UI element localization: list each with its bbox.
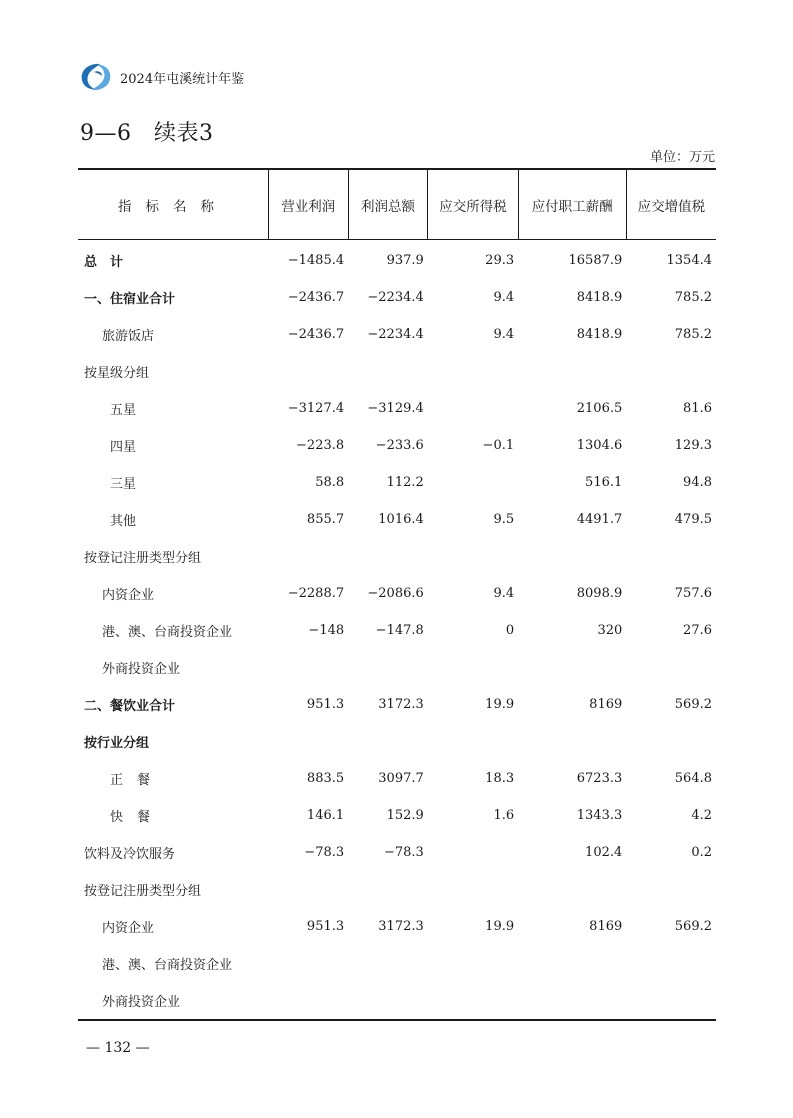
table-header-row xyxy=(78,169,716,240)
row-label: 快餐 xyxy=(110,810,165,825)
cell-value: 81.6 xyxy=(683,401,712,416)
table-row xyxy=(78,464,716,501)
cell-value: −0.1 xyxy=(482,438,515,453)
cell-value xyxy=(626,871,716,908)
table-row xyxy=(78,390,716,427)
column-header-income-tax: 应交所得税 xyxy=(428,169,518,240)
table-row xyxy=(78,649,716,686)
column-header-name: 指标名称 xyxy=(78,169,269,240)
cell-value: −2086.6 xyxy=(367,586,424,601)
cell-value: −3129.4 xyxy=(367,401,424,416)
table-row xyxy=(78,908,716,945)
cell-value: 1343.3 xyxy=(576,808,623,823)
cell-value: 564.8 xyxy=(674,771,712,786)
cell-value xyxy=(428,945,518,982)
row-label: 内资企业 xyxy=(102,921,155,936)
cell-value xyxy=(428,723,518,760)
cell-value xyxy=(428,390,518,427)
cell-value xyxy=(269,538,349,575)
cell-value: 0.2 xyxy=(691,845,712,860)
row-label: 港、澳、台商投资企业 xyxy=(102,625,233,640)
cell-value: −2234.4 xyxy=(367,290,424,305)
page-header xyxy=(78,60,244,94)
cell-value xyxy=(348,982,428,1020)
cell-value: 6723.3 xyxy=(576,771,623,786)
cell-value: 18.3 xyxy=(485,771,515,786)
cell-value: 951.3 xyxy=(306,919,345,934)
table-title: 9—6 续表3 xyxy=(80,121,214,146)
row-label: 总 计 xyxy=(84,255,124,270)
cell-value xyxy=(348,945,428,982)
table-body xyxy=(78,240,716,1021)
cell-value xyxy=(428,982,518,1020)
row-label: 三星 xyxy=(110,477,137,492)
cell-value xyxy=(428,649,518,686)
table-row xyxy=(78,686,716,723)
table-row xyxy=(78,501,716,538)
cell-value: −1485.4 xyxy=(287,253,345,268)
cell-value: 29.3 xyxy=(485,253,515,268)
cell-value: −78.3 xyxy=(304,845,345,860)
cell-value: 1016.4 xyxy=(378,512,424,527)
cell-value xyxy=(518,871,626,908)
cell-value: 516.1 xyxy=(585,475,623,490)
cell-value: 112.2 xyxy=(386,475,424,490)
cell-value: 569.2 xyxy=(674,697,712,712)
cell-value: 569.2 xyxy=(674,919,712,934)
table-row xyxy=(78,575,716,612)
row-label: 按登记注册类型分组 xyxy=(84,551,202,566)
column-header-vat: 应交增值税 xyxy=(626,169,716,240)
table-row xyxy=(78,982,716,1020)
row-label: 按星级分组 xyxy=(84,366,150,381)
cell-value xyxy=(348,538,428,575)
cell-value: 16587.9 xyxy=(568,253,623,268)
cell-value: −3127.4 xyxy=(287,401,345,416)
row-label: 按登记注册类型分组 xyxy=(84,884,202,899)
yearbook-title: 2024年屯溪统计年鉴 xyxy=(120,71,245,87)
cell-value: 479.5 xyxy=(674,512,712,527)
cell-value: 9.4 xyxy=(493,327,515,342)
cell-value xyxy=(428,871,518,908)
cell-value xyxy=(626,353,716,390)
table-row xyxy=(78,723,716,760)
cell-value: −78.3 xyxy=(383,845,424,860)
cell-value xyxy=(269,945,349,982)
cell-value: 94.8 xyxy=(683,475,712,490)
cell-value: 152.9 xyxy=(386,808,424,823)
table-row xyxy=(78,834,716,871)
cell-value xyxy=(518,353,626,390)
row-label: 一、住宿业合计 xyxy=(84,292,176,307)
table-row xyxy=(78,871,716,908)
row-label: 五星 xyxy=(110,403,137,418)
cell-value xyxy=(269,649,349,686)
cell-value: 4491.7 xyxy=(576,512,623,527)
cell-value: 0 xyxy=(505,623,515,638)
row-label: 外商投资企业 xyxy=(102,662,181,677)
row-label: 旅游饭店 xyxy=(102,329,155,344)
cell-value xyxy=(518,982,626,1020)
cell-value: 785.2 xyxy=(674,290,712,305)
cell-value xyxy=(348,353,428,390)
cell-value xyxy=(428,464,518,501)
row-label: 外商投资企业 xyxy=(78,982,269,1020)
table-row xyxy=(78,612,716,649)
cell-value: 883.5 xyxy=(306,771,345,786)
table-row xyxy=(78,427,716,464)
cell-value xyxy=(348,871,428,908)
table-row xyxy=(78,538,716,575)
column-header-payroll: 应付职工薪酬 xyxy=(518,169,626,240)
cell-value xyxy=(428,353,518,390)
cell-value: 19.9 xyxy=(485,697,515,712)
cell-value xyxy=(626,982,716,1020)
cell-value: 1354.4 xyxy=(666,253,712,268)
cell-value xyxy=(626,649,716,686)
cell-value: 785.2 xyxy=(674,327,712,342)
cell-value: 8169 xyxy=(589,919,623,934)
cell-value: −2288.7 xyxy=(287,586,345,601)
cell-value: 2106.5 xyxy=(576,401,623,416)
table-row xyxy=(78,279,716,316)
cell-value: 951.3 xyxy=(306,697,345,712)
cell-value: 102.4 xyxy=(585,845,623,860)
cell-value: −148 xyxy=(308,623,345,638)
cell-value: 9.4 xyxy=(493,290,515,305)
cell-value xyxy=(269,353,349,390)
page-number: — 132 — xyxy=(86,1040,150,1056)
row-label: 内资企业 xyxy=(102,588,155,603)
row-label: 饮料及冷饮服务 xyxy=(84,847,176,862)
table-row xyxy=(78,353,716,390)
cell-value xyxy=(269,723,349,760)
cell-value: −223.8 xyxy=(296,438,345,453)
cell-value xyxy=(428,834,518,871)
unit-label: 单位：万元 xyxy=(649,150,715,165)
cell-value: 855.7 xyxy=(306,512,345,527)
cell-value: 58.8 xyxy=(315,475,345,490)
cell-value: −2436.7 xyxy=(287,327,345,342)
table-row xyxy=(78,945,716,982)
cell-value: 8169 xyxy=(589,697,623,712)
row-label: 按行业分组 xyxy=(84,736,150,751)
cell-value xyxy=(518,723,626,760)
row-label: 二、餐饮业合计 xyxy=(84,699,176,714)
cell-value: 1.6 xyxy=(493,808,515,823)
cell-value: 27.6 xyxy=(683,623,712,638)
cell-value: 1304.6 xyxy=(576,438,623,453)
cell-value: 3097.7 xyxy=(378,771,424,786)
cell-value xyxy=(518,945,626,982)
cell-value: −233.6 xyxy=(375,438,424,453)
cell-value: 4.2 xyxy=(691,808,712,823)
statistics-table xyxy=(78,168,716,1021)
cell-value: 129.3 xyxy=(674,438,712,453)
cell-value: 757.6 xyxy=(674,586,712,601)
cell-value xyxy=(428,538,518,575)
cell-value: 146.1 xyxy=(306,808,345,823)
cell-value: 3172.3 xyxy=(378,697,424,712)
cell-value: 19.9 xyxy=(485,919,515,934)
cell-value xyxy=(626,723,716,760)
cell-value: 3172.3 xyxy=(378,919,424,934)
cell-value: −2234.4 xyxy=(367,327,424,342)
cell-value xyxy=(518,649,626,686)
table-row xyxy=(78,316,716,353)
cell-value: 9.4 xyxy=(493,586,515,601)
row-label: 其他 xyxy=(110,514,137,529)
cell-value: −147.8 xyxy=(375,623,424,638)
cell-value xyxy=(348,723,428,760)
table-row xyxy=(78,797,716,834)
cell-value: 8418.9 xyxy=(576,290,623,305)
cell-value: 8098.9 xyxy=(576,586,623,601)
cell-value xyxy=(348,649,428,686)
cell-value: 9.5 xyxy=(493,512,515,527)
cell-value xyxy=(269,982,349,1020)
cell-value xyxy=(518,538,626,575)
yearbook-logo-icon xyxy=(78,61,114,93)
table-row xyxy=(78,760,716,797)
cell-value: 937.9 xyxy=(386,253,424,268)
cell-value xyxy=(626,945,716,982)
row-label: 港、澳、台商投资企业 xyxy=(102,958,233,973)
row-label: 正餐 xyxy=(110,773,165,788)
row-label: 四星 xyxy=(110,440,137,455)
cell-value xyxy=(626,538,716,575)
cell-value xyxy=(269,871,349,908)
table-row xyxy=(78,240,716,280)
column-header-total-profit: 利润总额 xyxy=(348,169,428,240)
cell-value: −2436.7 xyxy=(287,290,345,305)
cell-value: 320 xyxy=(597,623,623,638)
column-header-operating-profit: 营业利润 xyxy=(269,169,349,240)
cell-value: 8418.9 xyxy=(576,327,623,342)
